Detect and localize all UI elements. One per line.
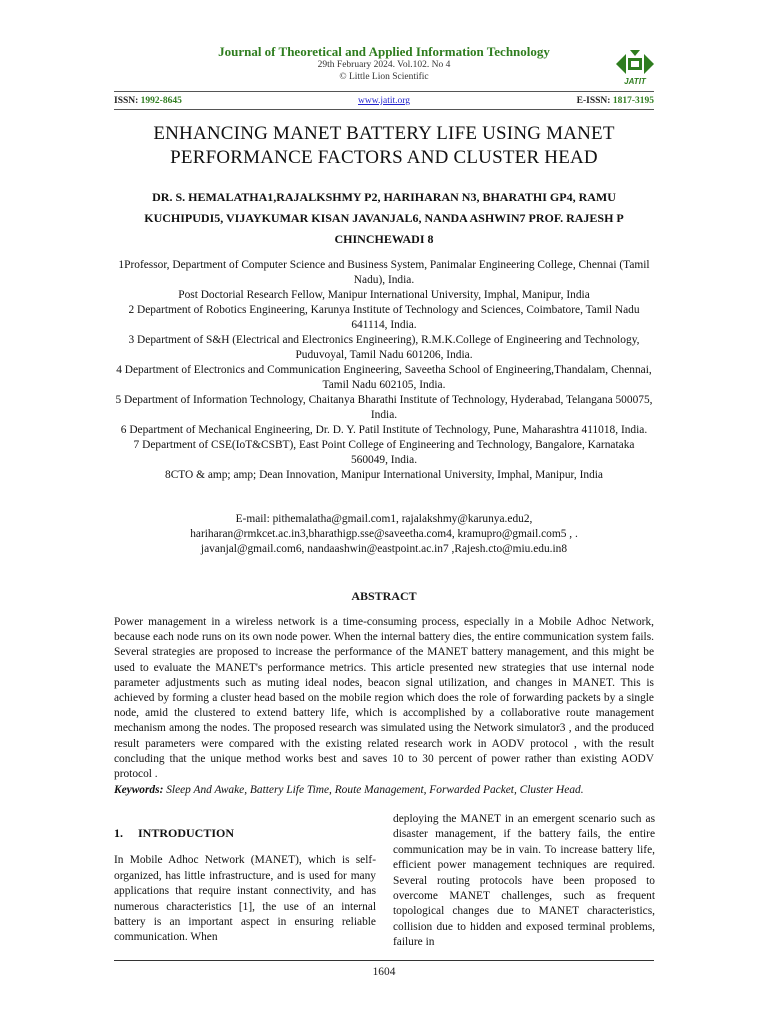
header-divider-lower bbox=[114, 109, 654, 110]
publisher-line: © Little Lion Scientific bbox=[339, 72, 429, 82]
section-number: 1. bbox=[114, 826, 123, 840]
intro-paragraph-right: deploying the MANET in an emergent scenario such as disaster management, if the battery fails, the entire communication may be in vain. To increase battery life, efficient power management techniques are required. Several routing protocols have been proposed to overcome MANET challenges, such as frequent topological changes due to MANET characteristics, collision due to hidden and exposed terminal problems, failure in bbox=[393, 813, 655, 949]
affiliation-6: 6 Department of Mechanical Engineering, Dr. D. Y. Patil Institute of Technology, Pune, Maharashtra 411018, India. bbox=[120, 424, 648, 436]
header-divider bbox=[114, 91, 654, 92]
abstract-body: Power management in a wireless network is a time-consuming process, especially in a Mobile Adhoc Network, because each node runs on its own node power. When the internal battery dies, the entire communication system fails. Several strategies are proposed to increase the performance of the MANET battery management, and this might be used to evaluate the MANET's performance metrics. This article presented new strategies that use internal node parameter adjustments such as muting ideal nodes, beacon signal utilization, and changes in MANET. This is achieved by forming a cluster head based on the mobile region which does the role of forwarding packets by a single node, amid the clustered to extend battery life, which is accomplished by a collaborative route management mechanism among the nodes. The proposed research was simulated using the Network simulator3 , and the produced result parameters were compared with the existing related research work in AODV protocol , with the result concluding that the unique method works best and saves 10 to 30 percent of power rather than existing AODV protocol . bbox=[114, 616, 654, 781]
affiliation-7: 7 Department of CSE(IoT&CSBT), East Point College of Engineering and Technology, Bangalore, Karnataka 560049, India. bbox=[133, 439, 635, 466]
affiliation-1: 1Professor, Department of Computer Science and Business System, Panimalar Engineering College, Chennai (Tamil Nadu), India. bbox=[118, 259, 650, 286]
email-line-2: hariharan@rmkcet.ac.in3,bharathigp.sse@saveetha.com4, kramupro@gmail.com5 , . bbox=[190, 528, 578, 540]
affiliation-3: 3 Department of S&H (Electrical and Electronics Engineering), R.M.K.College of Engineering and Technology, Puduvoyal, Tamil Nadu 601206, India. bbox=[128, 334, 640, 361]
eissn bbox=[577, 96, 654, 106]
affiliation-5: 5 Department of Information Technology, Chaitanya Bharathi Institute of Technology, Hyderabad, Telangana 500075, India. bbox=[115, 394, 653, 421]
logo-text: JATIT bbox=[624, 77, 646, 86]
abstract-heading: ABSTRACT bbox=[351, 589, 417, 603]
keywords bbox=[114, 783, 654, 798]
affiliation-2: 2 Department of Robotics Engineering, Karunya Institute of Technology and Sciences, Coimbatore, Tamil Nadu 641114, India. bbox=[128, 304, 640, 331]
keywords-label: Keywords: bbox=[114, 784, 164, 796]
paper-title: ENHANCING MANET BATTERY LIFE USING MANET PERFORMANCE FACTORS AND CLUSTER HEAD bbox=[153, 123, 615, 168]
affiliation-1b: Post Doctorial Research Fellow, Manipur International University, Imphal, Manipur, India bbox=[178, 289, 590, 301]
section-heading-introduction bbox=[114, 826, 376, 841]
eissn-value: 1817-3195 bbox=[612, 96, 654, 106]
author-list: DR. S. HEMALATHA1,RAJALKSHMY P2, HARIHARAN N3, BHARATHI GP4, RAMU KUCHIPUDI5, VIJAYKUMAR KISAN JAVANJAL6, NANDA ASHWIN7 PROF. RAJESH P CHINCHEWADI 8 bbox=[144, 190, 624, 246]
intro-paragraph-left: In Mobile Adhoc Network (MANET), which is self-organized, has little infrastructure, and is used for many applications that require instant connectivity, and has numerous characteristics [1], the use of an internal battery is an important aspect in ensuring reliable communication. When bbox=[114, 854, 376, 944]
journal-title: Journal of Theoretical and Applied Information Technology bbox=[218, 44, 550, 59]
affiliation-4: 4 Department of Electronics and Communication Engineering, Saveetha School of Engineering,Thandalam, Chennai, Tamil Nadu 602105, India. bbox=[116, 364, 652, 391]
website-link[interactable]: www.jatit.org bbox=[358, 96, 410, 106]
column-left bbox=[114, 812, 376, 946]
eissn-label: E-ISSN: bbox=[576, 96, 613, 106]
email-block bbox=[114, 512, 654, 557]
issue-date: 29th February 2024. Vol.102. No 4 bbox=[317, 60, 451, 70]
email-line-3: javanjal@gmail.com6, nandaashwin@eastpoint.ac.in7 ,Rajesh.cto@miu.edu.in8 bbox=[200, 543, 568, 555]
page-number: 1604 bbox=[372, 966, 396, 978]
column-right bbox=[393, 812, 655, 951]
affiliation-8: 8CTO & amp; amp; Dean Innovation, Manipur International University, Imphal, Manipur, India bbox=[165, 469, 603, 481]
affiliations bbox=[114, 258, 654, 483]
section-title: INTRODUCTION bbox=[138, 826, 235, 840]
issn-label: ISSN: bbox=[114, 96, 141, 106]
footer-divider bbox=[114, 960, 654, 961]
issn-value: 1992-8645 bbox=[140, 96, 182, 106]
jatit-logo-icon bbox=[612, 42, 658, 88]
email-line-1: E-mail: pithemalatha@gmail.com1, rajalakshmy@karunya.edu2, bbox=[235, 513, 533, 525]
keywords-list: Sleep And Awake, Battery Life Time, Route Management, Forwarded Packet, Cluster Head. bbox=[163, 784, 584, 796]
